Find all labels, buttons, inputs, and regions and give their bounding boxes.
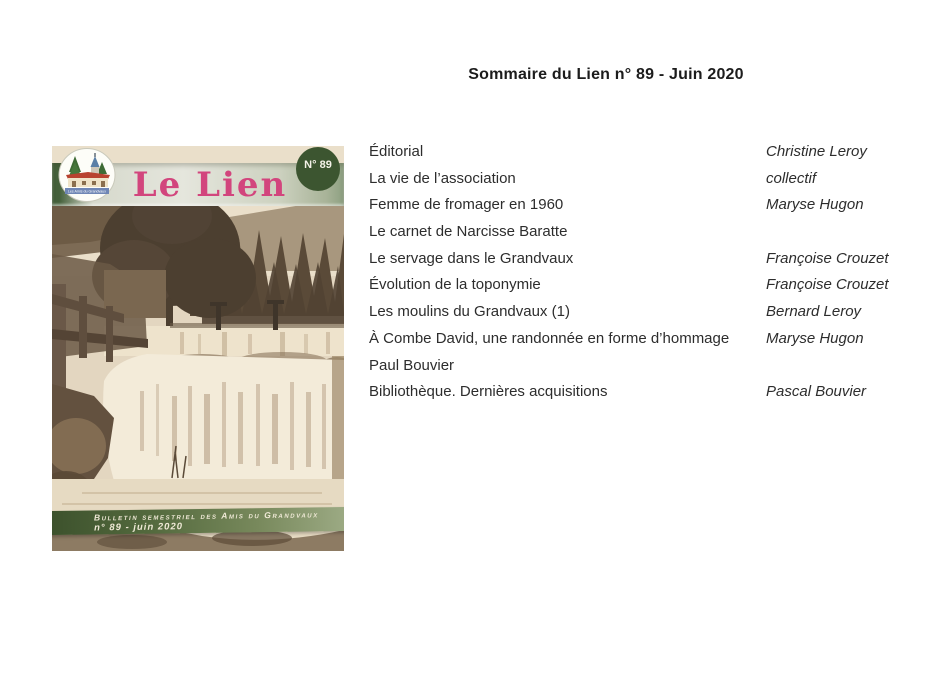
cover-footer-banner [52, 507, 344, 535]
toc-entry-author: collectif [766, 169, 817, 187]
issue-number-badge: N° 89 [296, 147, 340, 191]
toc-row [369, 246, 914, 273]
logo-caption: Les Amis du Grandvaux [67, 189, 107, 194]
toc-entry-title: Bibliothèque. Dernières acquisitions [369, 383, 608, 401]
cover-footer-subtitle: Bulletin semestriel des Amis du Grandvaux [93, 509, 319, 523]
toc-entry-author [766, 353, 914, 380]
toc-entry-title: À Combe David, une randonnée en forme d’hommage [369, 329, 730, 347]
page-title: Sommaire du Lien n° 89 - Juin 2020 [468, 66, 744, 83]
toc-row [369, 326, 914, 353]
toc-entry-author: Françoise Crouzet [766, 249, 889, 267]
toc-row [369, 299, 914, 326]
toc-entry-title: Éditorial [369, 143, 424, 160]
toc-row [369, 139, 914, 166]
toc-entry-title: Évolution de la toponymie [369, 276, 541, 294]
toc-row [369, 219, 914, 246]
masthead-title: Le Lien [132, 165, 288, 205]
toc-row [369, 166, 914, 193]
toc-entry-title: La vie de l’association [369, 169, 516, 187]
toc-entry-author: Maryse Hugon [766, 196, 864, 214]
toc-entry-title: Paul Bouvier [369, 356, 455, 374]
toc-entry-author: Bernard Leroy [766, 303, 862, 321]
toc-list [369, 139, 914, 406]
toc-entry-author: Pascal Bouvier [766, 383, 867, 401]
toc-entry-author: Françoise Crouzet [766, 276, 889, 294]
toc-row [369, 353, 914, 380]
toc-entry-author: Christine Leroy [766, 143, 867, 160]
magazine-cover [52, 146, 344, 551]
toc-entry-author: Maryse Hugon [766, 329, 864, 347]
toc-entry-title: Le servage dans le Grandvaux [369, 249, 574, 267]
association-logo-icon [58, 148, 116, 203]
toc-entry-title: Les moulins du Grandvaux (1) [369, 303, 570, 321]
toc-row [369, 272, 914, 299]
cover-footer-issue-date: n° 89 - juin 2020 [94, 521, 184, 534]
toc-entry-author [766, 219, 914, 246]
toc-row [369, 192, 914, 219]
waterfall-photo [52, 146, 344, 551]
toc-entry-title: Le carnet de Narcisse Baratte [369, 223, 568, 241]
toc-entry-title: Femme de fromager en 1960 [369, 196, 564, 214]
toc-row [369, 379, 914, 406]
